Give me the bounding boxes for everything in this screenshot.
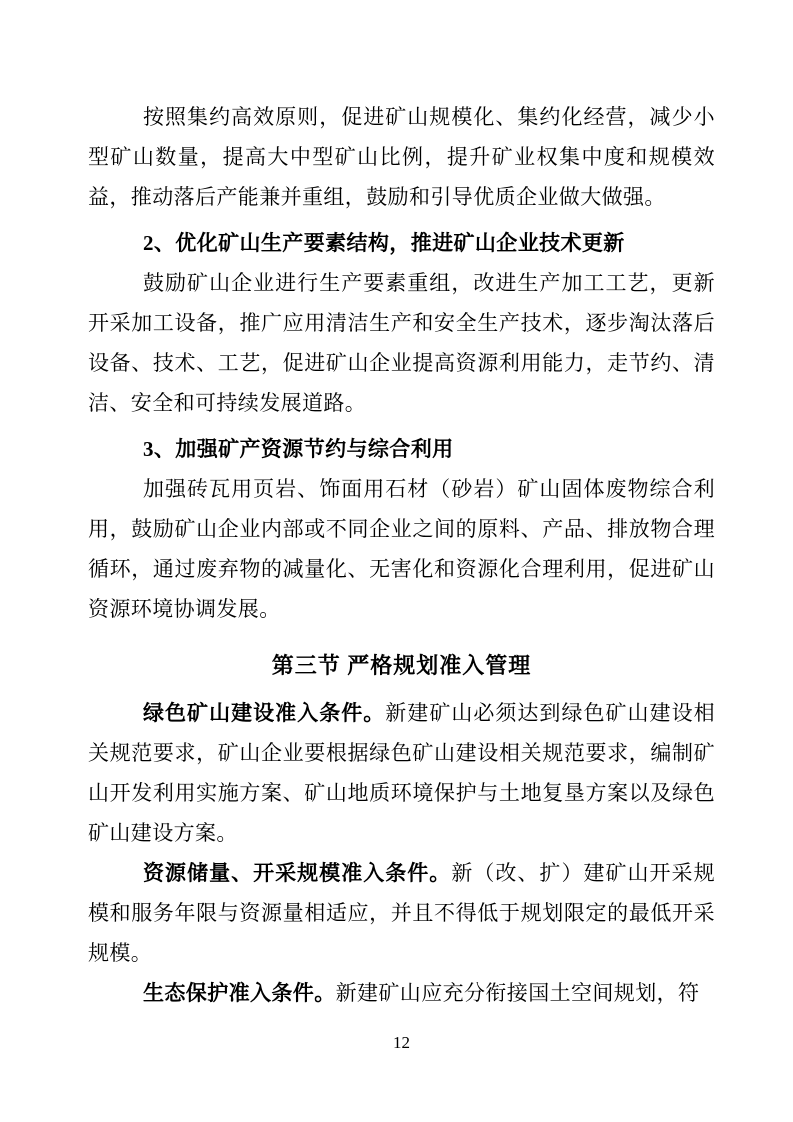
section-heading-planning-access: 第三节 严格规划准入管理 [271,653,532,678]
paragraph-production-elements: 鼓励矿山企业进行生产要素重组，改进生产加工工艺，更新开采加工设备，推广应用清洁生产和安全生产技术，逐步淘汰落后设备、技术、工艺，促进矿山企业提高资源利用能力，走节约、清洁、安全和可持续发展道路。 [88,271,715,415]
paragraph-ecology-access [88,973,715,1013]
paragraph-reserve-scale-access [88,853,715,973]
paragraph-text-green-mine: 新建矿山必须达到绿色矿山建设相关规范要求，矿山企业要根据绿色矿山建设相关规范要求，编制矿山开发利用实施方案、矿山地质环境保护与土地复垦方案以及绿色矿山建设方案。 [88,701,715,845]
paragraph-intensive-management: 按照集约高效原则，促进矿山规模化、集约化经营，减少小型矿山数量，提高大中型矿山比例，提升矿业权集中度和规模效益，推动落后产能兼并重组，鼓励和引导优质企业做大做强。 [88,105,715,209]
subheading-3-resource-utilization: 3、加强矿产资源节约与综合利用 [143,437,454,461]
paragraph-text-reserve-scale: 新（改、扩）建矿山开采规模和服务年限与资源量相适应，并且不得低于规划限定的最低开采规模。 [88,861,715,965]
paragraph-lead-green-mine: 绿色矿山建设准入条件。 [143,701,386,725]
page-number: 12 [393,1033,410,1052]
paragraph-comprehensive-utilization: 加强砖瓦用页岩、饰面用石材（砂岩）矿山固体废物综合利用，鼓励矿山企业内部或不同企业之间的原料、产品、排放物合理循环，通过废弃物的减量化、无害化和资源化合理利用，促进矿山资源环境协调发展。 [88,477,715,621]
page-body [88,97,715,1013]
paragraph-green-mine-access [88,693,715,853]
paragraph-text-ecology: 新建矿山应充分衔接国土空间规划，符 [335,981,700,1005]
paragraph-lead-ecology: 生态保护准入条件。 [143,981,336,1005]
paragraph-lead-reserve-scale: 资源储量、开采规模准入条件。 [143,861,452,885]
subheading-2-production-elements: 2、优化矿山生产要素结构，推进矿山企业技术更新 [143,231,625,255]
